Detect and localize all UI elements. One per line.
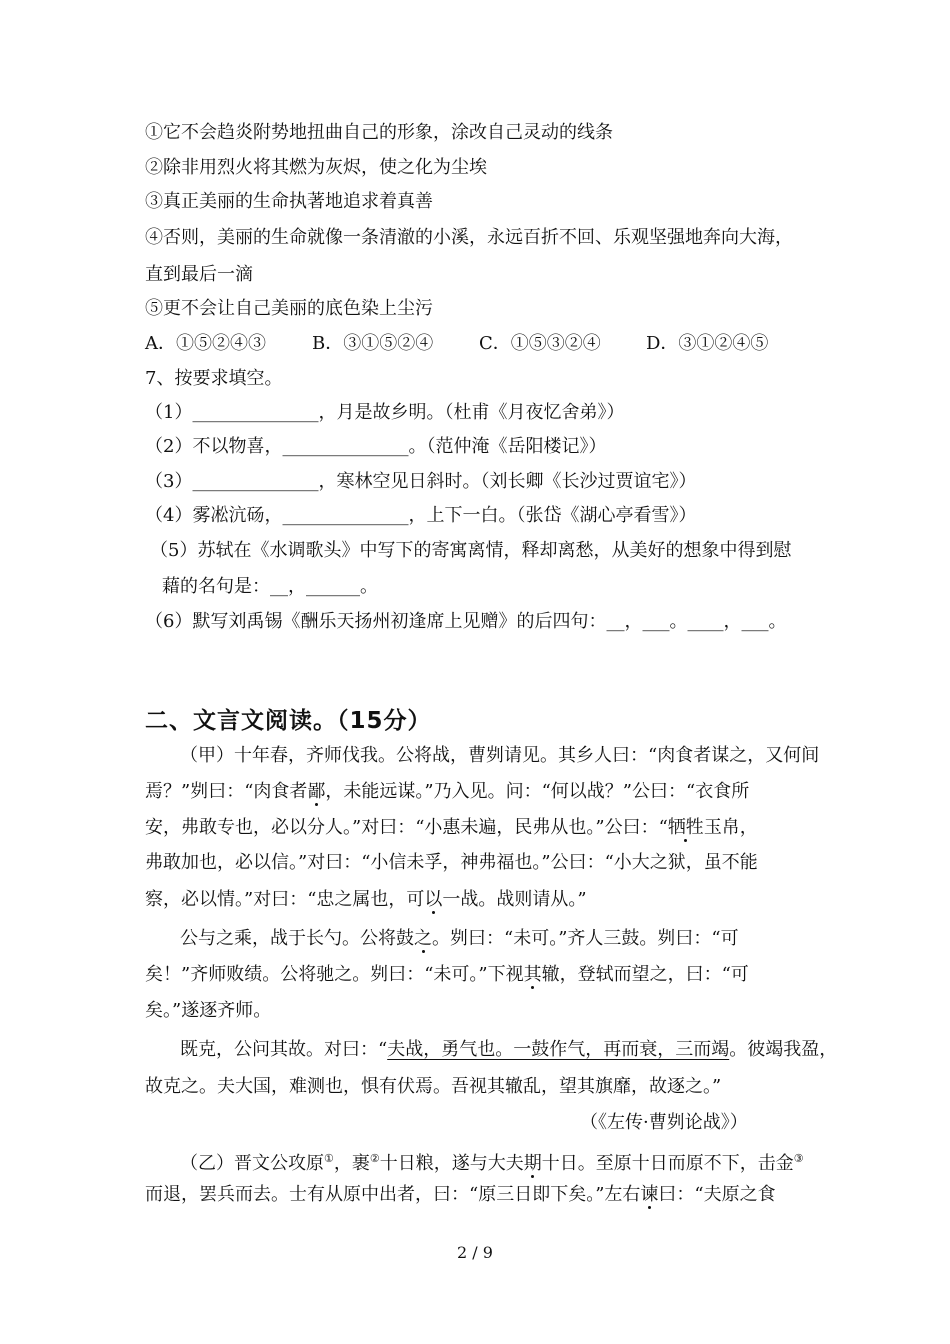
footnote-2: ② — [369, 1152, 380, 1165]
option-sentence-5: ⑤更不会让自己美丽的底色染上尘污 — [145, 298, 433, 319]
dotted-char: 其 — [523, 964, 542, 985]
jia-line-4: 弗敢加也，必以信。”对曰：“小信未孚，神弗福也。”公曰：“小大之狱，虽不能 — [145, 852, 758, 873]
q7-item-5: （5）苏轼在《水调歌头》中写下的寄寓离情，释却离愁，从美好的想象中得到慰 — [150, 540, 792, 561]
jia-p3-line-2: 故克之。夫大国，难测也，惧有伏焉。吾视其辙乱，望其旗靡，故逐之。” — [145, 1076, 722, 1097]
option-d: D．③①②④⑤ — [646, 333, 769, 354]
q7-item-3: （3）______________，寒林空见日斜时。（刘长卿《长沙过贾谊宅》） — [145, 471, 697, 492]
jia-p3-line-1: 既克，公问其故。对曰：“夫战，勇气也。一鼓作气，再而衰，三而竭。彼竭我盈， — [180, 1039, 838, 1060]
underlined-sentence: 夫战，勇气也。一鼓作气，再而衰，三而竭 — [387, 1039, 730, 1060]
q7-item-6: （6）默写刘禹锡《酬乐天扬州初逢席上见赠》的后四句：__，___。____，___。 — [145, 611, 787, 632]
jia-p2-line-2: 矣！”齐师败绩。公将驰之。刿曰：“未可。”下视其辙，登轼而望之，曰：“可 — [145, 964, 749, 985]
jia-source: （《左传·曹刿论战》） — [580, 1112, 748, 1133]
footnote-1: ① — [324, 1152, 334, 1165]
option-b: B．③①⑤②④ — [312, 333, 434, 354]
jia-line-3: 安，弗敢专也，必以分人。”对曰：“小惠未遍，民弗从也。”公曰：“牺牲玉帛， — [145, 817, 758, 838]
jia-line-2: 焉？”刿曰：“肉食者鄙，未能远谋。”乃入见。问：“何以战？”公曰：“衣食所 — [145, 781, 750, 802]
dotted-char: 期 — [523, 1153, 542, 1174]
option-sentence-1: ①它不会趋炎附势地扭曲自己的形象，涂改自己灵动的线条 — [145, 122, 613, 143]
option-a: A．①⑤②④③ — [145, 333, 266, 354]
q7-item-5-cont: 藉的名句是：__，______。 — [162, 576, 378, 597]
option-sentence-2: ②除非用烈火将其燃为灰烬，使之化为尘埃 — [145, 157, 487, 178]
option-sentence-4: ④否则，美丽的生命就像一条清澈的小溪，永远百折不回、乐观坚强地奔向大海， — [145, 227, 793, 248]
dotted-char: 牺牲 — [667, 817, 704, 838]
dotted-char: 以 — [424, 889, 443, 910]
dotted-char: 之 — [414, 928, 432, 949]
q7-item-1: （1）______________，月是故乡明。（杜甫《月夜忆舍弟》） — [145, 402, 625, 423]
yi-line-2: 而退，罢兵而去。士有从原中出者，曰：“原三日即下矣。”左右谏曰：“夫原之食 — [145, 1184, 776, 1205]
option-sentence-4-cont: 直到最后一滴 — [145, 264, 253, 285]
footnote-3: ③ — [793, 1152, 804, 1165]
jia-p2-line-1: 公与之乘，战于长勺。公将鼓之。刿曰：“未可。”齐人三鼓。刿曰：“可 — [180, 928, 739, 949]
question-7-title: 7、按要求填空。 — [145, 368, 283, 389]
page-number: 2 / 9 — [457, 1243, 493, 1262]
jia-line-5: 察，必以情。”对曰：“忠之属也，可以一战。战则请从。” — [145, 889, 587, 910]
dotted-char: 谏 — [640, 1184, 659, 1205]
jia-p2-line-3: 矣。”遂逐齐师。 — [145, 1000, 272, 1021]
yi-line-1: （乙）晋文公攻原①，裹②十日粮，遂与大夫期十日。至原十日而原不下，击金③ — [180, 1152, 804, 1174]
dotted-char: 鄙 — [307, 781, 326, 802]
section-2-title: 二、文言文阅读。（15分） — [145, 708, 432, 734]
option-c: C．①⑤③②④ — [479, 333, 601, 354]
answer-options — [145, 331, 768, 357]
option-sentence-3: ③真正美丽的生命执著地追求着真善 — [145, 191, 433, 212]
jia-line-1: （甲）十年春，齐师伐我。公将战，曹刿请见。其乡人曰：“肉食者谋之，又何间 — [180, 745, 820, 766]
q7-item-4: （4）雾凇沆砀，______________，上下一白。（张岱《湖心亭看雪》） — [145, 505, 697, 526]
q7-item-2: （2）不以物喜，______________。（范仲淹《岳阳楼记》） — [145, 436, 607, 457]
